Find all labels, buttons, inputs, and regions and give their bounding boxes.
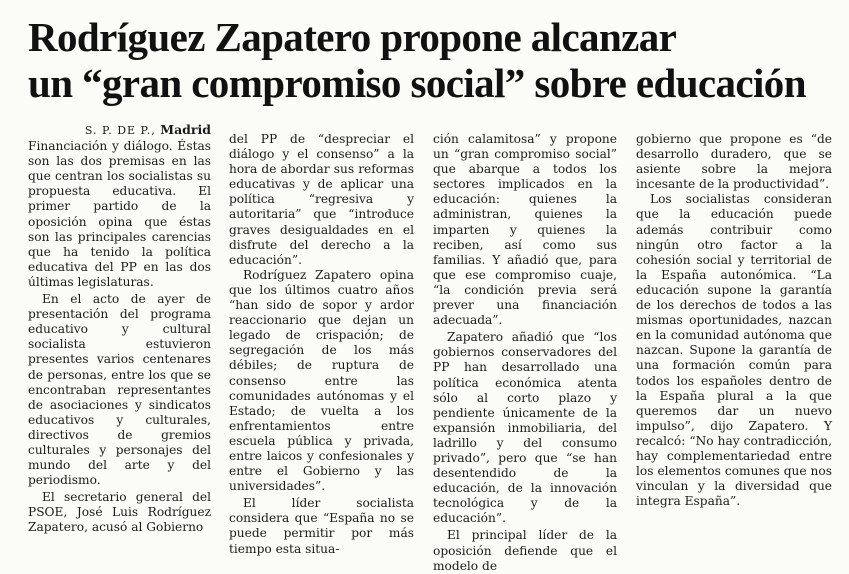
column-3: [433, 132, 617, 574]
byline: [28, 122, 211, 138]
paragraph: del PP de “despreciar el diálogo y el consenso” a la hora de abordar sus reformas educativas y de aplicar una política “regresiva y autoritaria” que “introduce graves desigualdades en el disfrute del derecho a la educación”.: [229, 132, 414, 267]
byline-agency: S. P. DE P.,: [84, 124, 156, 137]
paragraph: En el acto de ayer de presentación del programa educativo y cultural socialista estuvieron presentes varios centenares de personas, entre los que se encontraban representantes de asociaciones y sindicatos educativos y culturales, directivos de gremios culturales y personajes del mundo del arte y del periodismo.: [28, 292, 211, 488]
article-body: [28, 122, 834, 573]
paragraph: El líder socialista considera que “España no se puede permitir por más tiempo esta situa-: [229, 496, 414, 556]
headline: [28, 14, 835, 106]
paragraph: Los socialistas consideran que la educación puede además contribuir como ningún otro factor a la cohesión social y territorial de la España autonómica. “La educación supone la garantía de los derechos de todos a las mismas oportunidades, nazcan en la comunidad autónoma que nazcan. Supone la garantía de una formación común para todos los españoles dentro de la España plural a la que queremos dar un nuevo impulso”, dijo Zapatero. Y recalcó: “No hay contradicción, hay complementariedad entre los elementos comunes que nos vinculan y la diversidad que integra España”.: [636, 192, 832, 509]
paragraph: El secretario general del PSOE, José Luis Rodríguez Zapatero, acusó al Gobierno: [28, 490, 211, 535]
paragraph: ción calamitosa” y propone un “gran compromiso social” que abarque a todos los sectores implicados en la educación: quienes la administran, quienes la imparten y quienes la reciben, así como sus familias. Y añadió que, para que ese compromiso cuaje, “la condición previa será prever una financiación adecuada”.: [433, 132, 617, 328]
paragraph: El principal líder de la oposición defiende que el modelo de: [433, 528, 617, 573]
column-4: [636, 132, 832, 509]
paragraph: Rodríguez Zapatero opina que los últimos cuatro años “han sido de sopor y ardor reaccionario que dejan un legado de crispación; de segregación de los más débiles; de ruptura de consenso entre las comunidades autónomas y el Estado; de vuelta a los enfrentamientos entre escuela pública y privada, entre laicos y confesionales y entre el Gobierno y las universidades”.: [229, 267, 414, 494]
column-2: [229, 132, 414, 557]
paragraph: Zapatero añadió que “los gobiernos conservadores del PP han desarrollado una política económica atenta sólo al corto plazo y pendiente únicamente de la expansión inmobiliaria, del ladrillo y del consumo privado”, pero que “se han desentendido de la educación, de la innovación tecnológica y de la educación”.: [433, 330, 617, 526]
paragraph: Financiación y diálogo. Éstas son las dos premisas en las que centran los socialistas su propuesta educativa. El primer partido de la oposición opina que éstas son las principales carencias que ha tenido la política educativa del PP en las dos últimas legislaturas.: [28, 139, 211, 289]
column-1: [28, 122, 211, 536]
headline-line-1: Rodríguez Zapatero propone alcanzar: [28, 14, 677, 60]
headline-line-2: un “gran compromiso social” sobre educación: [28, 60, 806, 106]
paragraph: gobierno que propone es “de desarrollo duradero, que se asiente sobre la mejora incesante de la productividad”.: [636, 132, 832, 192]
byline-place: Madrid: [160, 122, 211, 137]
